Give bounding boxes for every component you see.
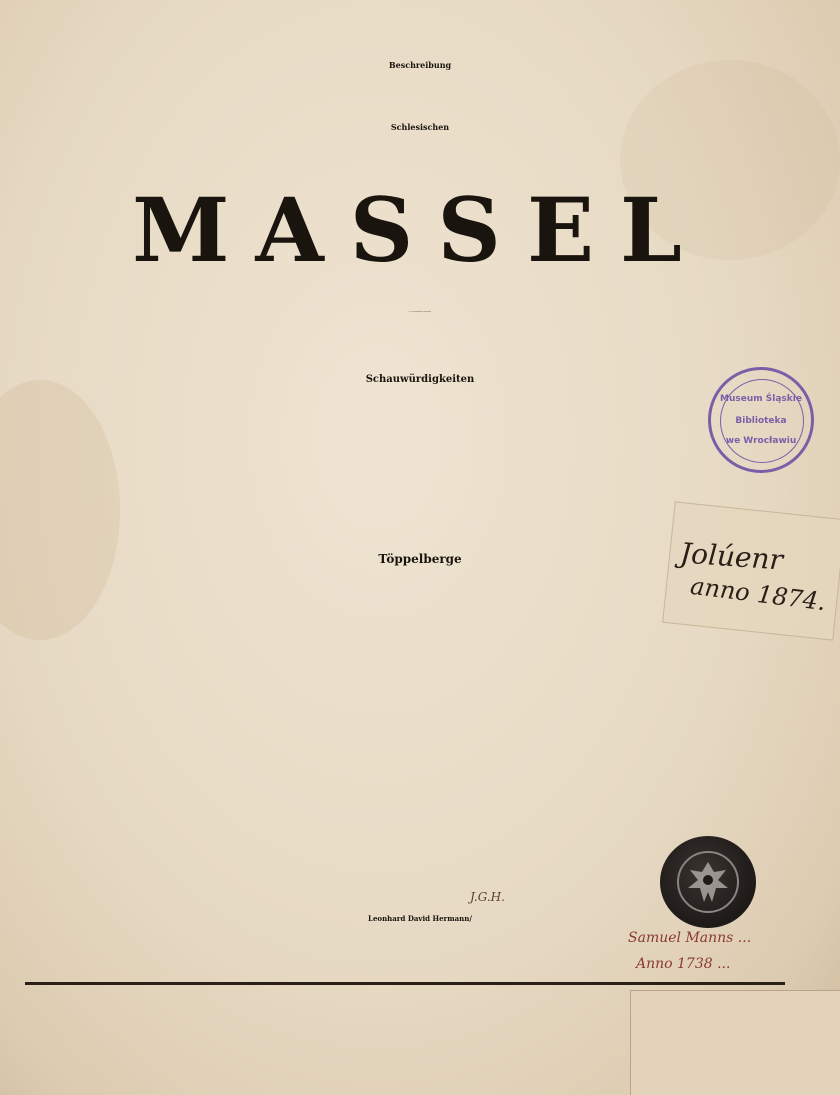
- wax-seal: [660, 836, 756, 928]
- handwritten-note-2: anno 1874.: [688, 571, 828, 617]
- paper-fold: [630, 990, 840, 1095]
- handwritten-note-1: Jolúenr: [678, 536, 785, 577]
- title-line-author: Leonhard David Hermann/: [368, 914, 472, 923]
- handwritten-initials: J.G.H.: [470, 890, 505, 904]
- title-line-massel: MASSEL: [132, 178, 708, 282]
- stamp-text-mid: Biblioteka: [735, 416, 787, 426]
- library-stamp: [708, 367, 814, 473]
- title-line-toeppelberge: Töppelberge: [378, 552, 462, 566]
- handwritten-note-3: Samuel Manns ...: [628, 930, 752, 946]
- title-line-schauwuerdigkeiten: Schauwürdigkeiten: [365, 374, 475, 385]
- seal-eagle-icon: [674, 848, 742, 916]
- handwritten-note-4: Anno 1738 ...: [636, 956, 731, 972]
- title-line-schlesischen: Schlesischen: [390, 122, 450, 132]
- imprint-rule: [25, 982, 785, 985]
- paper-stain: [0, 380, 120, 640]
- stamp-text-top: Museum Śląskie: [720, 394, 802, 404]
- title-line-fuerstenthum: Im Oelß-Bernstädtischen Fürstenthum: [409, 312, 431, 313]
- stamp-text-bottom: we Wrocławiu: [725, 436, 797, 446]
- title-line-beschreibung: Beschreibung: [388, 60, 452, 70]
